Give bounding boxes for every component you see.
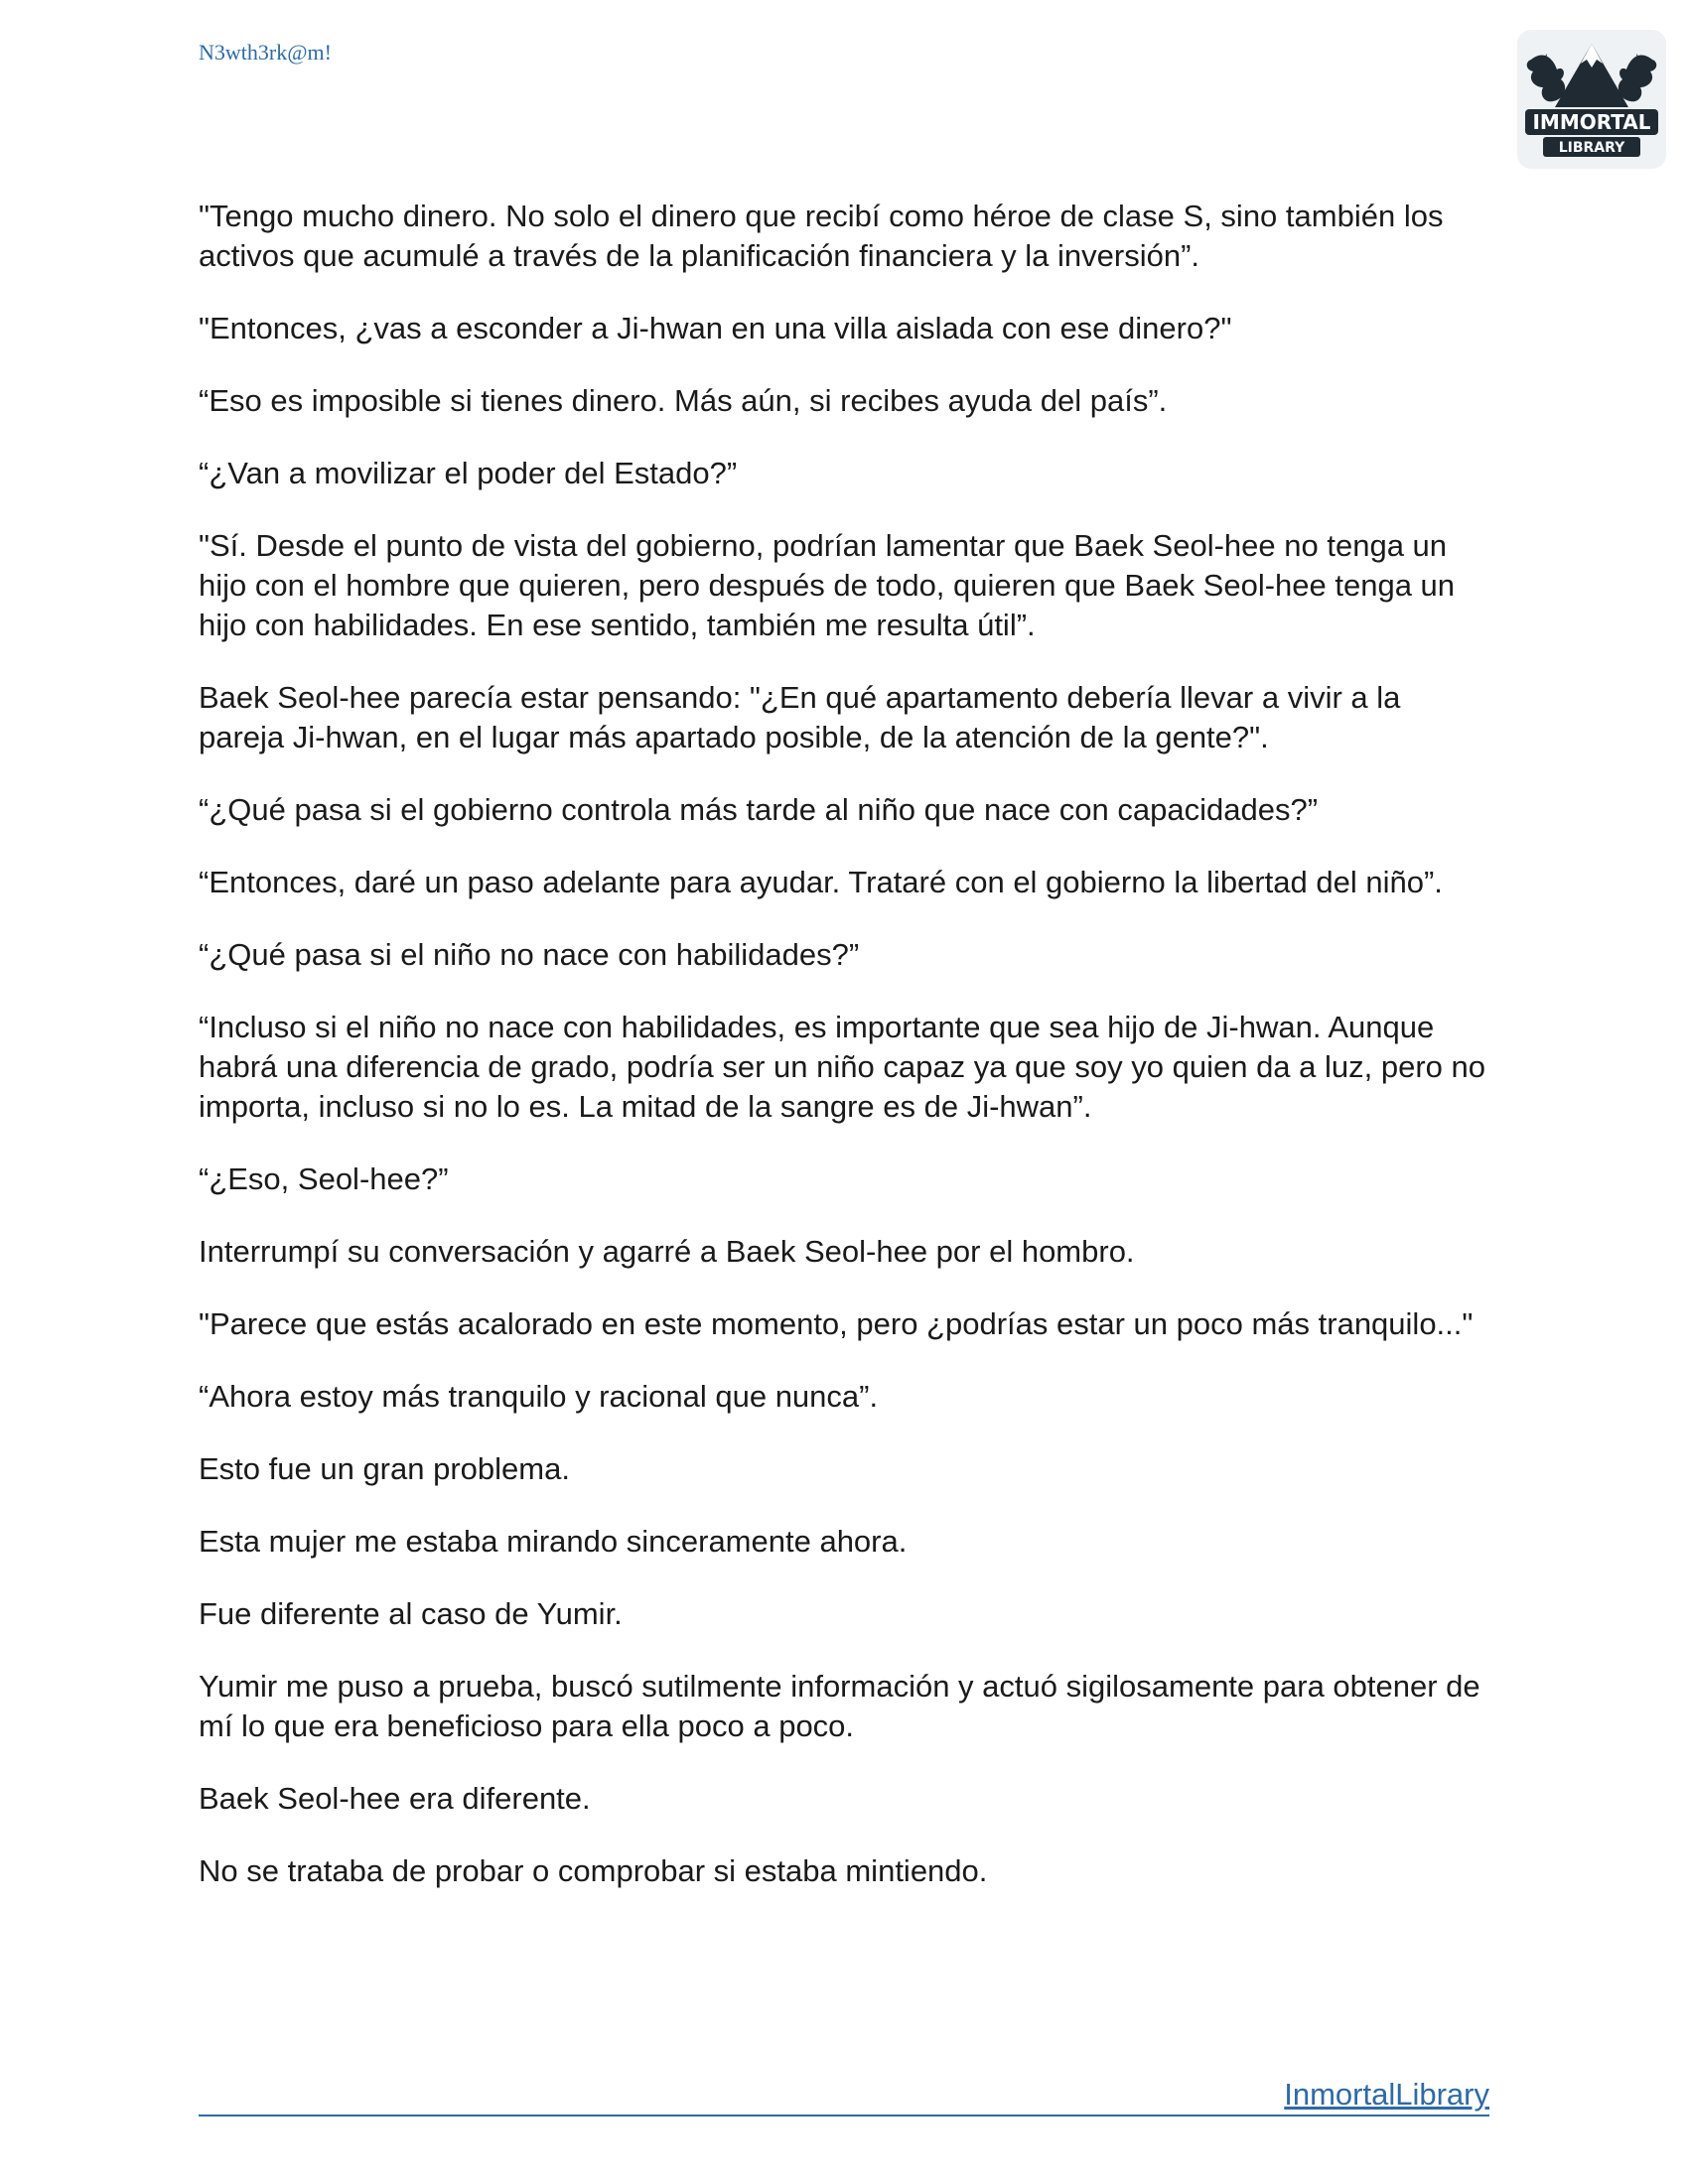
body-text	[199, 197, 1489, 1924]
paragraph: No se trataba de probar o comprobar si estaba mintiendo.	[199, 1853, 988, 1888]
paragraph: “¿Eso, Seol-hee?”	[199, 1161, 449, 1196]
paragraph: “Entonces, daré un paso adelante para ayudar. Trataré con el gobierno la libertad del niño”.	[199, 865, 1443, 899]
paragraph: “¿Qué pasa si el niño no nace con habilidades?”	[199, 937, 860, 972]
paragraph: “Ahora estoy más tranquilo y racional que nunca”.	[199, 1379, 879, 1414]
logo-text-immortal: IMMORTAL	[1532, 110, 1651, 134]
paragraph: Interrumpí su conversación y agarré a Baek Seol-hee por el hombro.	[199, 1234, 1135, 1269]
paragraph: "Parece que estás acalorado en este momento, pero ¿podrías estar un poco más tranquilo..."	[199, 1306, 1474, 1341]
paragraph: “Eso es imposible si tienes dinero. Más aún, si recibes ayuda del país”.	[199, 383, 1168, 418]
logo-text-library: LIBRARY	[1558, 140, 1625, 156]
footer-library-link[interactable]: InmortalLibrary	[1284, 2077, 1489, 2112]
paragraph: Baek Seol-hee parecía estar pensando: "¿En qué apartamento debería llevar a vivir a la pareja Ji-hwan, en el lugar más apartado posible, de la atención de la gente?".	[199, 680, 1401, 754]
paragraph: “Incluso si el niño no nace con habilidades, es importante que sea hijo de Ji-hwan. Aunque habrá una diferencia de grado, podría ser un niño capaz ya que soy yo quien da a luz, pero no importa, incluso si no lo es. La mitad de la sangre es de Ji-hwan”.	[199, 1010, 1486, 1124]
paragraph: Fue diferente al caso de Yumir.	[199, 1596, 623, 1631]
paragraph: “¿Van a movilizar el poder del Estado?”	[199, 456, 738, 490]
paragraph: Esta mujer me estaba mirando sinceramente ahora.	[199, 1524, 908, 1559]
paragraph: "Sí. Desde el punto de vista del gobierno, podrían lamentar que Baek Seol-hee no tenga un hijo con el hombre que quieren, pero después de todo, quieren que Baek Seol-hee tenga un hijo con habilidades. En ese sentido, también me resulta útil”.	[199, 528, 1456, 642]
footer-divider	[199, 2115, 1489, 2116]
immortal-library-logo	[1517, 30, 1666, 169]
paragraph: "Entonces, ¿vas a esconder a Ji-hwan en una villa aislada con ese dinero?"	[199, 311, 1232, 345]
paragraph: Baek Seol-hee era diferente.	[199, 1781, 591, 1816]
paragraph: "Tengo mucho dinero. No solo el dinero que recibí como héroe de clase S, sino también los activos que acumulé a través de la planificación financiera y la inversión”.	[199, 199, 1444, 273]
paragraph: Esto fue un gran problema.	[199, 1451, 570, 1486]
paragraph: “¿Qué pasa si el gobierno controla más tarde al niño que nace con capacidades?”	[199, 792, 1319, 827]
header-credit: N3wth3rk@m!	[199, 40, 332, 65]
paragraph: Yumir me puso a prueba, buscó sutilmente información y actuó sigilosamente para obtener de mí lo que era beneficioso para ella poco a poco.	[199, 1669, 1480, 1743]
